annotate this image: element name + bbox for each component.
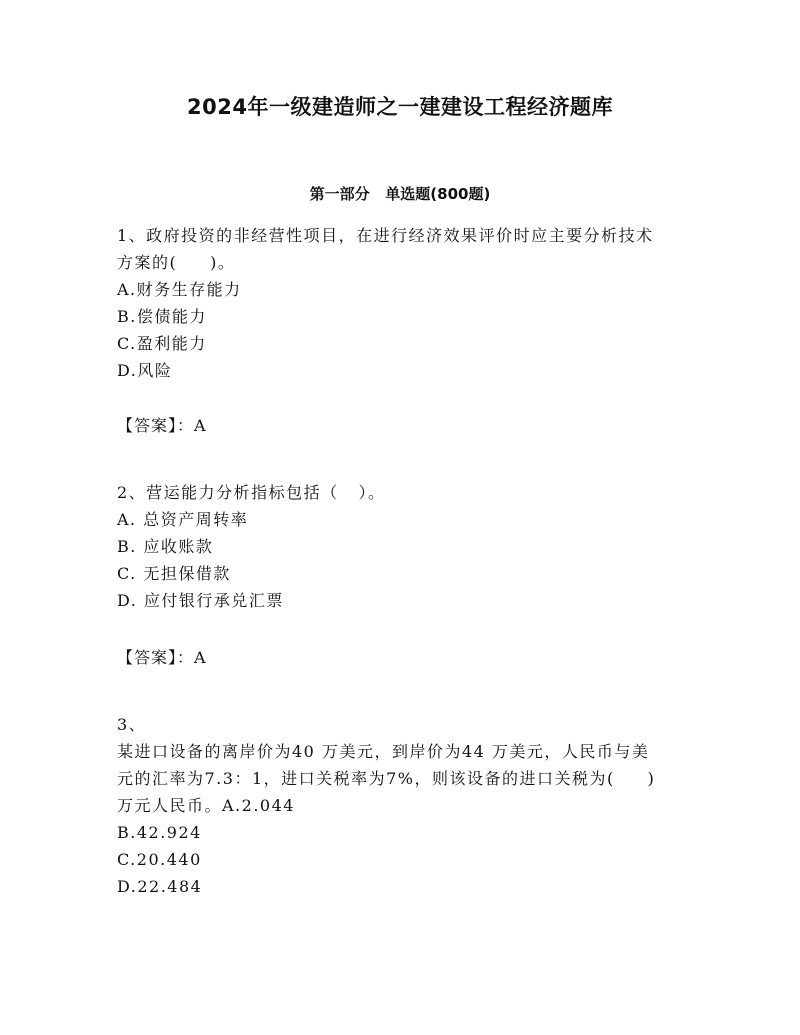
question-1-stem-line-1: 1、政府投资的非经营性项目，在进行经济效果评价时应主要分析技术 — [117, 226, 654, 245]
question-2-option-d: D. 应付银行承兑汇票 — [117, 591, 284, 610]
question-3-stem-line-1: 3、 — [117, 715, 147, 734]
question-1-option-a: A.财务生存能力 — [117, 280, 242, 299]
document-title: 2024年一级建造师之一建建设工程经济题库 — [187, 95, 613, 119]
question-1-option-c: C.盈利能力 — [117, 334, 207, 353]
question-2-answer: 【答案】：A — [117, 648, 207, 667]
question-2-stem-line-1: 2、营运能力分析指标包括（ ）。 — [117, 483, 386, 502]
question-3-option-b: B.42.924 — [117, 823, 202, 842]
question-3-stem-line-3: 元的汇率为7.3：1，进口关税率为7%，则该设备的进口关税为( ) — [117, 769, 656, 788]
question-3-option-d: D.22.484 — [117, 877, 203, 896]
question-1-option-d: D.风险 — [117, 361, 173, 380]
section-heading: 第一部分 单选题(800题) — [309, 185, 491, 203]
question-1-answer: 【答案】：A — [117, 416, 207, 435]
question-2-option-a: A. 总资产周转率 — [117, 510, 249, 529]
question-2-option-b: B. 应收账款 — [117, 537, 214, 556]
question-2-option-c: C. 无担保借款 — [117, 564, 231, 583]
question-3-stem-line-4: 万元人民币。A.2.044 — [117, 796, 295, 815]
question-1-stem-line-2: 方案的( )。 — [117, 253, 236, 272]
question-3-stem-line-2: 某进口设备的离岸价为40 万美元，到岸价为44 万美元，人民币与美 — [117, 742, 650, 761]
question-3-option-c: C.20.440 — [117, 850, 202, 869]
question-1-option-b: B.偿债能力 — [117, 307, 207, 326]
